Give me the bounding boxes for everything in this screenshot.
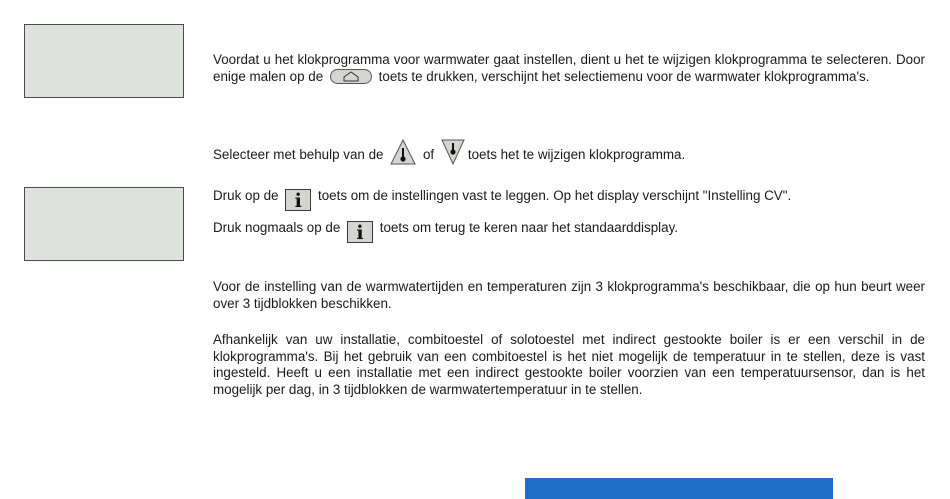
paragraph-programs: Voor de instelling van de warmwatertijden en temperaturen zijn 3 klokprogramma's beschikbaar, die op hun beurt weer over 3 tijdblokken beschikken. <box>213 279 925 311</box>
paragraph-select-program <box>213 52 925 85</box>
text: toets het te wijzigen klokprogramma. <box>467 147 686 162</box>
display-preview-2 <box>24 187 184 261</box>
text: Druk op de <box>213 188 279 203</box>
text: Selecteer met behulp van de <box>213 147 384 162</box>
text: toets om terug te keren naar het standaarddisplay. <box>379 220 679 235</box>
text: Voordat u het klokprogramma voor warmwater gaat instellen, dient u het te wijzigen klokprogramma te selecteren. Door enige malen op de <box>213 52 925 84</box>
info-button-icon: i <box>285 189 311 211</box>
up-triangle-thermometer-icon <box>390 139 416 165</box>
paragraph-arrows <box>213 139 685 165</box>
display-preview-1 <box>24 24 184 98</box>
text: toets te drukken, verschijnt het selectiemenu voor de warmwater klokprogramma's. <box>378 68 870 84</box>
text: of <box>422 147 435 162</box>
info-button-icon: i <box>347 221 373 243</box>
paragraph-confirm <box>213 188 791 211</box>
text: toets om de instellingen vast te leggen. Op het display verschijnt "Instelling CV". <box>317 188 792 203</box>
text: Druk nogmaals op de <box>213 220 341 235</box>
down-triangle-thermometer-icon <box>441 139 465 165</box>
paragraph-return <box>213 220 678 243</box>
home-button-icon <box>330 69 372 84</box>
paragraph-installation: Afhankelijk van uw installatie, combitoestel of solotoestel met indirect gestookte boiler is er een verschil in de klokprogramma's. Bij het gebruik van een combitoestel is het niet mogelijk de temperatuur in te stellen, deze is vast ingesteld. Heeft u een installatie met een indirect gestookte boiler voorzien van een temperatuursensor, dan is het mogelijk per dag, in 3 tijdblokken de warmwatertemperatuur in te stellen. <box>213 332 925 397</box>
bottom-blue-bar <box>525 478 833 499</box>
